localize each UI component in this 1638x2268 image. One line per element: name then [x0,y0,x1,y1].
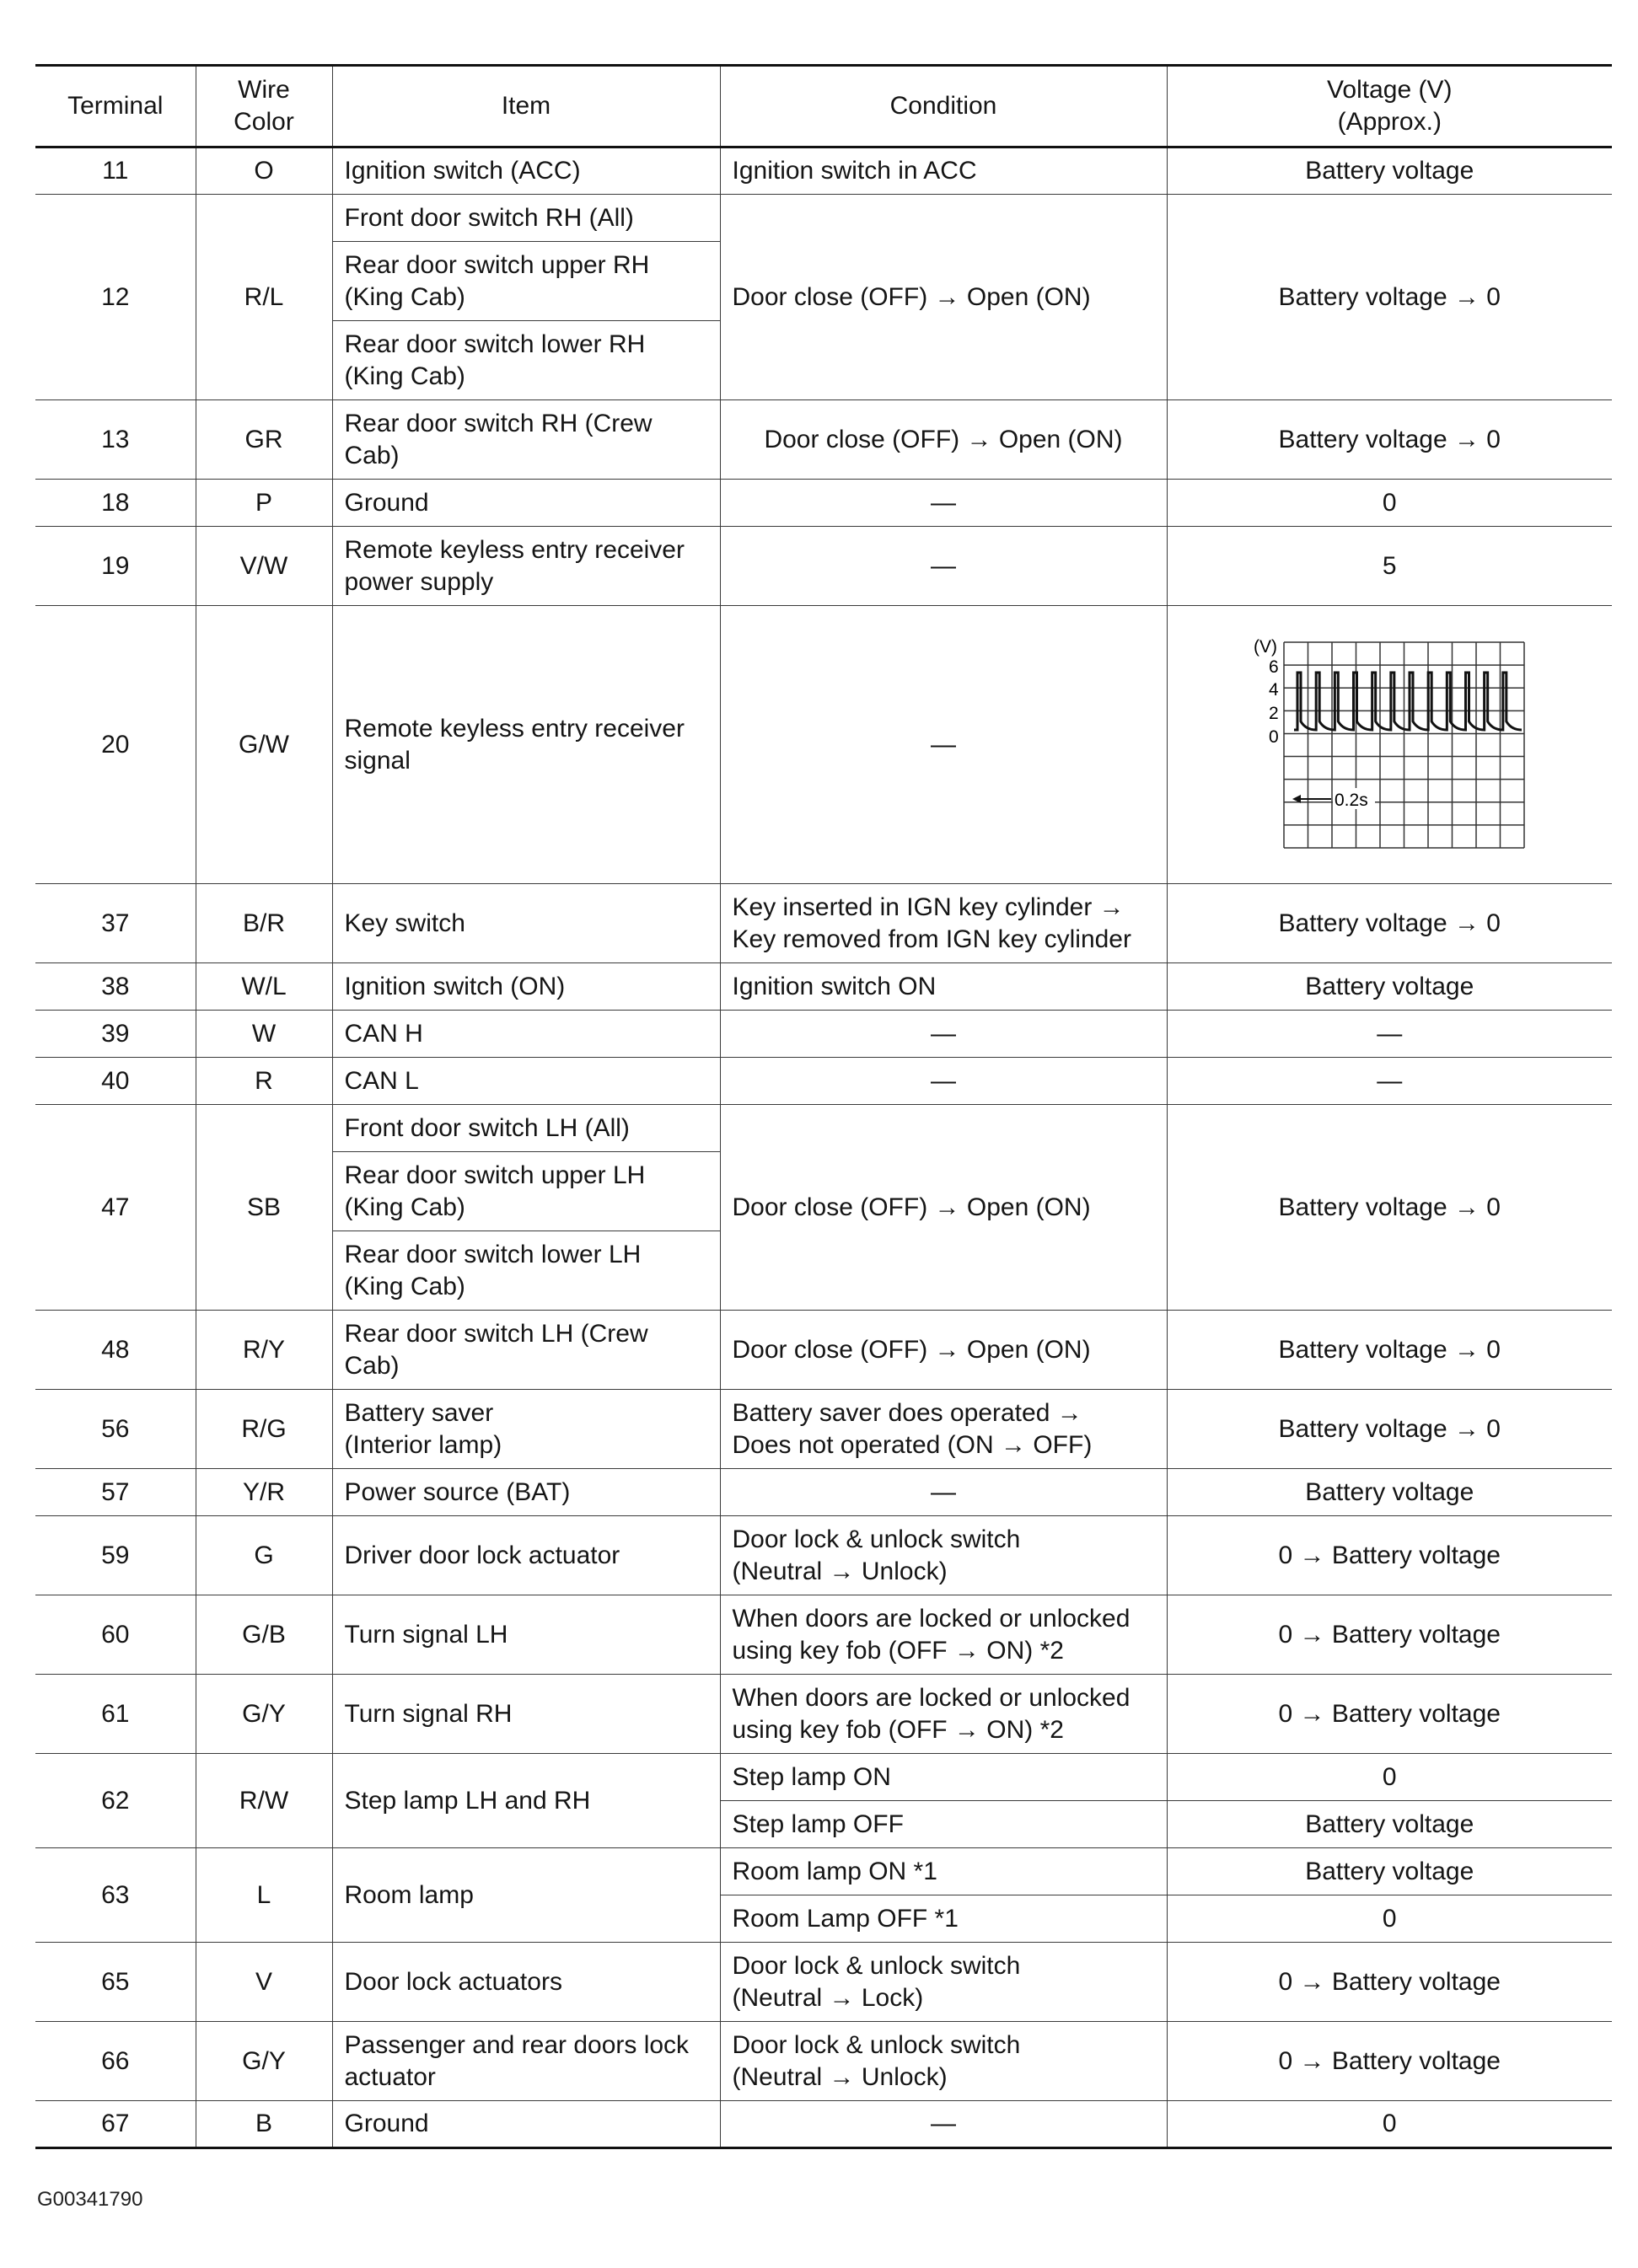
condition-cell: Room lamp ON *1 [720,1848,1167,1895]
item-cell: Remote keyless entry receiver power supply [332,527,720,606]
condition-cell: Door close (OFF) → Open (ON) [720,195,1167,400]
condition-cell: Battery saver does operated → Does not operated (ON → OFF) [720,1390,1167,1469]
wire-cell: P [196,480,332,527]
table-row [35,1469,1612,1516]
wire-cell: W/L [196,963,332,1011]
wire-cell: V [196,1943,332,2022]
terminal-cell: 61 [35,1675,196,1754]
terminal-cell: 37 [35,884,196,963]
terminal-cell: 19 [35,527,196,606]
wire-cell: R/L [196,195,332,400]
wire-cell: G [196,1516,332,1595]
condition-cell: Door lock & unlock switch (Neutral → Unlock) [720,1516,1167,1595]
condition-cell: — [720,527,1167,606]
wire-cell: B [196,2101,332,2148]
wire-cell: O [196,147,332,195]
wire-cell: V/W [196,527,332,606]
table-row [35,480,1612,527]
condition-cell: — [720,1058,1167,1105]
table-row [35,195,1612,242]
header-item: Item [332,66,720,147]
table-row [35,1058,1612,1105]
condition-cell: Door lock & unlock switch (Neutral → Unlock) [720,2022,1167,2101]
table-row [35,1311,1612,1390]
waveform-y-tick: 4 [1269,679,1279,700]
voltage-cell: Battery voltage → 0 [1167,1105,1612,1311]
item-cell: Ignition switch (ACC) [332,147,720,195]
condition-cell: Ignition switch ON [720,963,1167,1011]
item-cell: Key switch [332,884,720,963]
item-cell: Turn signal LH [332,1595,720,1675]
condition-cell: When doors are locked or unlocked using key fob (OFF → ON) *2 [720,1595,1167,1675]
item-cell: Remote keyless entry receiver signal [332,606,720,884]
condition-cell: When doors are locked or unlocked using key fob (OFF → ON) *2 [720,1675,1167,1754]
table-row [35,1105,1612,1152]
item-cell: Battery saver (Interior lamp) [332,1390,720,1469]
waveform-time-label: 0.2s [1335,790,1368,810]
item-cell: Door lock actuators [332,1943,720,2022]
voltage-cell: Battery voltage → 0 [1167,400,1612,480]
voltage-cell: Battery voltage → 0 [1167,1390,1612,1469]
condition-cell: Door close (OFF) → Open (ON) [720,400,1167,480]
waveform-y-tick: 0 [1269,727,1279,747]
item-cell: Ground [332,480,720,527]
voltage-cell: 0 → Battery voltage [1167,1943,1612,2022]
condition-cell: — [720,1011,1167,1058]
item-cell: Rear door switch RH (Crew Cab) [332,400,720,480]
terminal-cell: 13 [35,400,196,480]
table-row [35,884,1612,963]
wire-cell: G/W [196,606,332,884]
item-cell: Driver door lock actuator [332,1516,720,1595]
table-row [35,1516,1612,1595]
voltage-cell: Battery voltage [1167,1848,1612,1895]
item-cell: CAN H [332,1011,720,1058]
condition-cell: Step lamp OFF [720,1801,1167,1848]
terminal-cell: 59 [35,1516,196,1595]
wire-cell: R [196,1058,332,1105]
item-cell: CAN L [332,1058,720,1105]
table-row [35,1943,1612,2022]
voltage-cell: — [1167,1011,1612,1058]
terminal-cell: 67 [35,2101,196,2148]
table-header-row [35,66,1612,147]
voltage-cell: 0 → Battery voltage [1167,1675,1612,1754]
condition-cell: Step lamp ON [720,1754,1167,1801]
condition-cell: Room Lamp OFF *1 [720,1895,1167,1943]
condition-cell: Door close (OFF) → Open (ON) [720,1105,1167,1311]
item-cell: Power source (BAT) [332,1469,720,1516]
voltage-cell: 0 [1167,1895,1612,1943]
voltage-cell: 0 [1167,1754,1612,1801]
item-cell: Front door switch LH (All) [332,1105,720,1152]
item-cell: Passenger and rear doors lock actuator [332,2022,720,2101]
terminal-cell: 38 [35,963,196,1011]
condition-cell: — [720,480,1167,527]
waveform-pulse-trace [1294,673,1522,730]
item-cell: Room lamp [332,1848,720,1943]
waveform-y-tick: 2 [1269,703,1279,723]
table-row [35,963,1612,1011]
wire-cell: G/Y [196,2022,332,2101]
wire-cell: GR [196,400,332,480]
terminal-cell: 57 [35,1469,196,1516]
condition-cell: — [720,1469,1167,1516]
waveform-diagram [1250,635,1528,855]
voltage-cell: 0 → Battery voltage [1167,1516,1612,1595]
table-row [35,1390,1612,1469]
item-cell: Front door switch RH (All) [332,195,720,242]
condition-cell: — [720,2101,1167,2148]
voltage-cell: Battery voltage [1167,1469,1612,1516]
table-row [35,606,1612,884]
table-row [35,1675,1612,1754]
waveform-unit-label: (V) [1254,636,1278,657]
voltage-cell: Battery voltage → 0 [1167,1311,1612,1390]
terminal-cell: 48 [35,1311,196,1390]
item-cell: Rear door switch upper LH (King Cab) [332,1152,720,1231]
terminal-cell: 66 [35,2022,196,2101]
voltage-cell: Battery voltage [1167,1801,1612,1848]
header-voltage: Voltage (V) (Approx.) [1167,66,1612,147]
terminal-cell: 47 [35,1105,196,1311]
header-terminal: Terminal [35,66,196,147]
voltage-cell: Battery voltage [1167,147,1612,195]
wire-cell: B/R [196,884,332,963]
table-row [35,527,1612,606]
condition-cell: Door close (OFF) → Open (ON) [720,1311,1167,1390]
table-row [35,1595,1612,1675]
wire-cell: Y/R [196,1469,332,1516]
voltage-cell: 0 → Battery voltage [1167,1595,1612,1675]
item-cell: Ignition switch (ON) [332,963,720,1011]
wire-cell: L [196,1848,332,1943]
item-cell: Rear door switch LH (Crew Cab) [332,1311,720,1390]
item-cell: Step lamp LH and RH [332,1754,720,1848]
item-cell: Rear door switch lower LH (King Cab) [332,1231,720,1311]
terminal-cell: 56 [35,1390,196,1469]
terminal-cell: 63 [35,1848,196,1943]
terminal-cell: 62 [35,1754,196,1848]
item-cell: Rear door switch upper RH (King Cab) [332,242,720,321]
wire-cell: SB [196,1105,332,1311]
terminal-table [35,64,1612,2149]
terminal-table-sheet [35,64,1612,2149]
table-row [35,400,1612,480]
condition-cell: Key inserted in IGN key cylinder → Key removed from IGN key cylinder [720,884,1167,963]
condition-cell: Door lock & unlock switch (Neutral → Lock) [720,1943,1167,2022]
wire-cell: G/B [196,1595,332,1675]
wire-cell: R/Y [196,1311,332,1390]
header-wire-color: Wire Color [196,66,332,147]
terminal-cell: 18 [35,480,196,527]
voltage-cell: — [1167,1058,1612,1105]
terminal-cell: 20 [35,606,196,884]
item-cell: Ground [332,2101,720,2148]
voltage-cell: 5 [1167,527,1612,606]
voltage-cell: 0 [1167,2101,1612,2148]
item-cell: Turn signal RH [332,1675,720,1754]
wire-cell: W [196,1011,332,1058]
wire-cell: G/Y [196,1675,332,1754]
terminal-cell: 12 [35,195,196,400]
table-row [35,147,1612,195]
condition-cell: — [720,606,1167,884]
table-row [35,2022,1612,2101]
voltage-cell: Battery voltage [1167,963,1612,1011]
voltage-cell: 0 → Battery voltage [1167,2022,1612,2101]
item-cell: Rear door switch lower RH (King Cab) [332,321,720,400]
table-row [35,1011,1612,1058]
terminal-cell: 39 [35,1011,196,1058]
wire-cell: R/G [196,1390,332,1469]
table-row [35,2101,1612,2148]
header-condition: Condition [720,66,1167,147]
voltage-waveform-cell [1167,606,1612,884]
condition-cell: Ignition switch in ACC [720,147,1167,195]
terminal-cell: 11 [35,147,196,195]
voltage-cell: Battery voltage → 0 [1167,884,1612,963]
table-row [35,1754,1612,1801]
voltage-cell: 0 [1167,480,1612,527]
waveform-y-tick: 6 [1269,657,1279,677]
wire-cell: R/W [196,1754,332,1848]
figure-id: G00341790 [37,2188,143,2211]
table-row [35,1848,1612,1895]
terminal-cell: 60 [35,1595,196,1675]
terminal-cell: 65 [35,1943,196,2022]
terminal-cell: 40 [35,1058,196,1105]
voltage-cell: Battery voltage → 0 [1167,195,1612,400]
